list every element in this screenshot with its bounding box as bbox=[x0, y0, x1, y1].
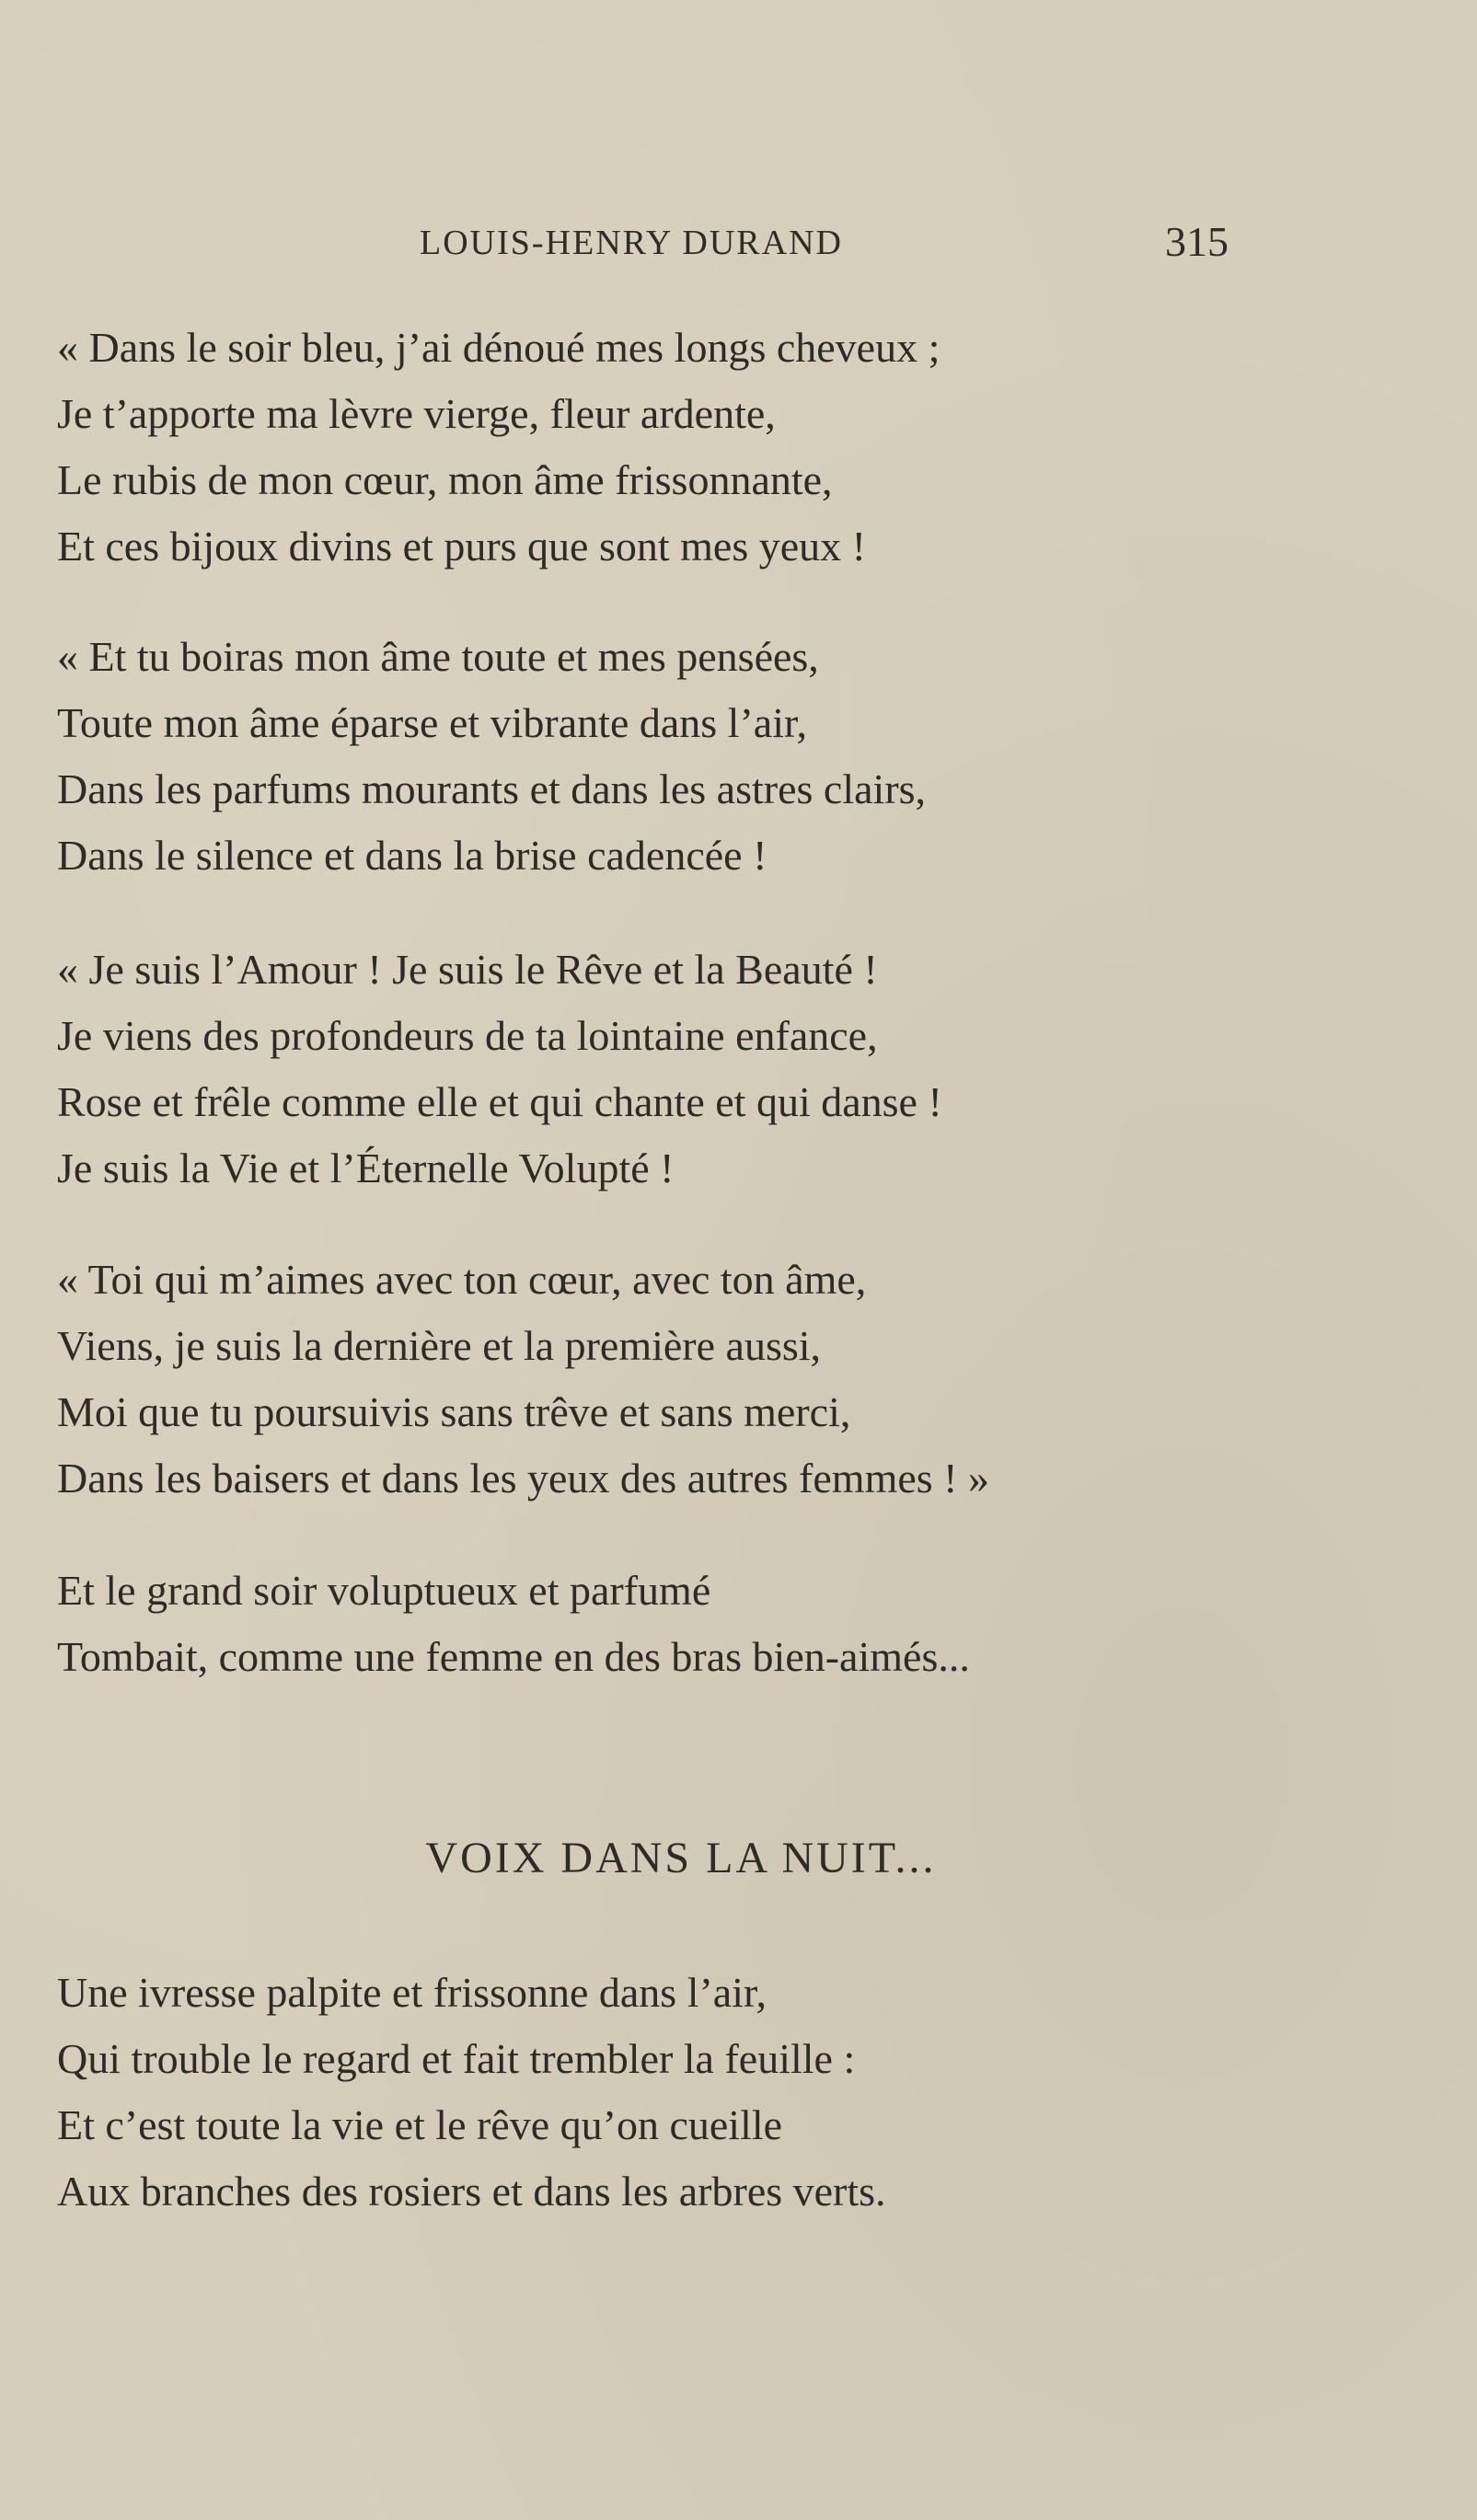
verse-line: « Toi qui m’aimes avec ton cœur, avec ton âme, bbox=[57, 1256, 867, 1303]
page-header bbox=[0, 218, 1477, 278]
stanza-3 bbox=[57, 937, 942, 1202]
running-title: LOUIS-HENRY DURAND bbox=[420, 224, 843, 262]
stanza-2 bbox=[57, 624, 926, 889]
verse-line: Aux branches des rosiers et dans les arbres verts. bbox=[57, 2168, 886, 2215]
verse-line: Et le grand soir voluptueux et parfumé bbox=[57, 1567, 711, 1614]
poem-title: VOIX DANS LA NUIT... bbox=[425, 1834, 937, 1882]
verse-line: « Dans le soir bleu, j’ai dénoué mes longs cheveux ; bbox=[57, 324, 940, 371]
page-number: 315 bbox=[1165, 218, 1229, 265]
stanza-1 bbox=[57, 315, 940, 580]
verse-line: Le rubis de mon cœur, mon âme frissonnante, bbox=[57, 456, 833, 503]
verse-line: « Et tu boiras mon âme toute et mes pensées, bbox=[57, 633, 819, 680]
verse-line: Toute mon âme éparse et vibrante dans l’air, bbox=[57, 699, 807, 746]
verse-line: Dans le silence et dans la brise cadencée ! bbox=[57, 832, 767, 879]
verse-line: Je t’apporte ma lèvre vierge, fleur ardente, bbox=[57, 390, 776, 437]
verse-line: « Je suis l’Amour ! Je suis le Rêve et la Beauté ! bbox=[57, 946, 878, 993]
verse-line: Une ivresse palpite et frissonne dans l’air, bbox=[57, 1969, 767, 2016]
closing-couplet bbox=[57, 1558, 970, 1690]
verse-line: Rose et frêle comme elle et qui chante et qui danse ! bbox=[57, 1078, 942, 1125]
verse-line: Moi que tu poursuivis sans trêve et sans merci, bbox=[57, 1388, 851, 1435]
verse-line: Je viens des profondeurs de ta lointaine enfance, bbox=[57, 1012, 878, 1059]
verse-line: Et c’est toute la vie et le rêve qu’on cueille bbox=[57, 2101, 783, 2148]
verse-line: Viens, je suis la dernière et la première aussi, bbox=[57, 1322, 822, 1369]
poem-stanza bbox=[57, 1960, 886, 2225]
verse-line: Je suis la Vie et l’Éternelle Volupté ! bbox=[57, 1145, 675, 1191]
verse-line: Dans les baisers et dans les yeux des autres femmes ! » bbox=[57, 1455, 989, 1502]
stanza-4 bbox=[57, 1247, 989, 1512]
verse-line: Dans les parfums mourants et dans les astres clairs, bbox=[57, 765, 927, 812]
verse-line: Tombait, comme une femme en des bras bien-aimés... bbox=[57, 1633, 970, 1680]
verse-line: Et ces bijoux divins et purs que sont mes yeux ! bbox=[57, 523, 866, 570]
verse-line: Qui trouble le regard et fait trembler la feuille : bbox=[57, 2035, 856, 2082]
